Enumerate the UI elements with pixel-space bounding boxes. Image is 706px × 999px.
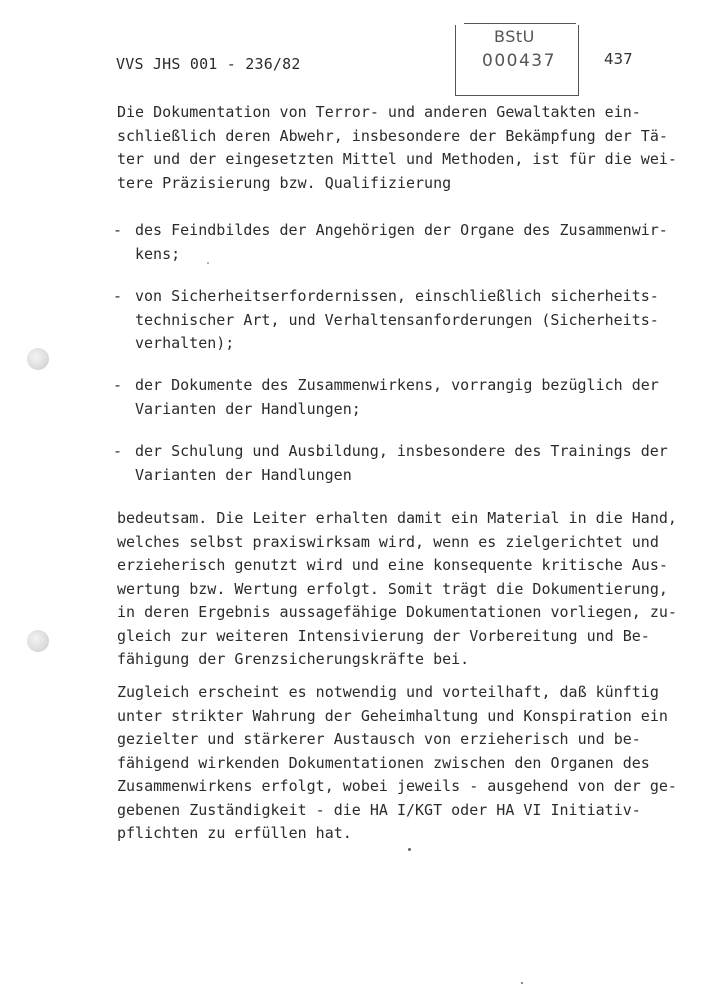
intro-paragraph: Die Dokumentation von Terror- und anderen Gewaltakten ein- schließlich deren Abwehr, insbesondere der Bekämpfung der Tä- ter und der eingesetzten Mittel und Methoden, ist für die wei- tere Präzisierung bzw. Qualifizierung (117, 103, 677, 192)
stamp-organization: BStU (494, 27, 535, 46)
bullet-item-schulung: der Schulung und Ausbildung, insbesondere des Trainings der Varianten der Handlungen (135, 442, 668, 484)
ink-speck (521, 982, 523, 984)
archive-stamp (455, 25, 579, 96)
bullet-marker: - (113, 287, 123, 305)
bullet-item-dokumente: der Dokumente des Zusammenwirkens, vorrangig bezüglich der Varianten der Handlungen; (135, 376, 659, 418)
stamp-number: 000437 (482, 51, 556, 71)
page-number: 437 (604, 50, 633, 68)
bullet-marker: - (113, 442, 123, 460)
document-reference: VVS JHS 001 - 236/82 (116, 55, 301, 73)
conclusion-paragraph: bedeutsam. Die Leiter erhalten damit ein Material in die Hand, welches selbst praxiswirksam wird, wenn es zielgerichtet und erzieherisch genutzt wird und eine konsequente kritische Aus- wertung bzw. Wertung erfolgt. Somit trägt die Dokumentierung, in deren Ergebnis aussagefähige Dokumentationen vorliegen, zu- gleich zur weiteren Intensivierung der Vorbereitung und Be- fähigung der Grenzsicherungskräfte bei. (117, 509, 677, 668)
punch-hole (27, 630, 49, 652)
bullet-item-sicherheit: von Sicherheitserfordernissen, einschließlich sicherheits- technischer Art, und Verhaltensanforderungen (Sicherheits- verhalten); (135, 287, 659, 352)
punch-hole (27, 348, 49, 370)
ink-speck (408, 848, 411, 851)
bullet-item-feindbild: des Feindbildes der Angehörigen der Organe des Zusammenwir- kens; (135, 221, 668, 263)
ink-speck (207, 262, 209, 264)
bullet-marker: - (113, 221, 123, 239)
final-paragraph: Zugleich erscheint es notwendig und vorteilhaft, daß künftig unter strikter Wahrung der Geheimhaltung und Konspiration ein gezielter und stärkerer Austausch von erzieherisch und be- fähigend wirkenden Dokumentationen zwischen den Organen des Zusammenwirkens erfolgt, wobei jeweils - ausgehend von der ge- gebenen Zuständigkeit - die HA I/KGT oder HA VI Initiativ- pflichten zu erfüllen hat. (117, 683, 677, 842)
bullet-marker: - (113, 376, 123, 394)
